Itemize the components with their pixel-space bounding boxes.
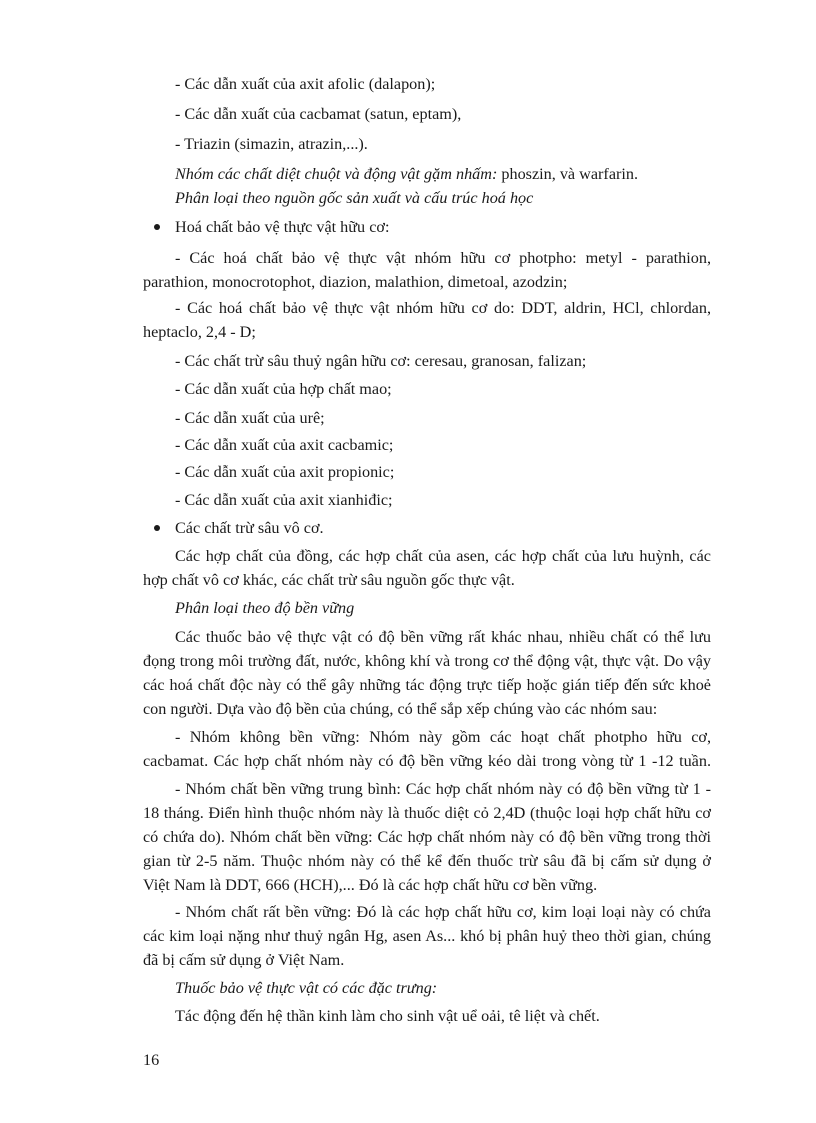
list-item: - Các dẫn xuất của axit xianhiđic; [175, 491, 393, 509]
paragraph-line: đã bị cấm sử dụng ở Việt Nam. [143, 951, 345, 969]
paragraph-line: Tác động đến hệ thần kinh làm cho sinh vật uể oải, tê liệt và chết. [175, 1007, 600, 1025]
list-item-triazin: - Triazin (simazin, atrazin,...). [175, 135, 368, 153]
paragraph-line: con người. Dựa vào độ bền của chúng, có thể sắp xếp chúng vào các nhóm sau: [143, 700, 658, 718]
paragraph-line: Các hợp chất của đồng, các hợp chất của asen, các hợp chất của lưu huỳnh, các [175, 547, 711, 565]
list-item: - Các dẫn xuất của axit cacbamic; [175, 436, 394, 454]
section-heading-origin: Phân loại theo nguồn gốc sản xuất và cấu trúc hoá học [175, 189, 534, 207]
list-item-cacbamat: - Các dẫn xuất của cacbamat (satun, eptam), [175, 105, 462, 123]
paragraph-line: hợp chất vô cơ khác, các chất trừ sâu nguồn gốc thực vật. [143, 571, 515, 589]
paragraph-line: cacbamat. Các hợp chất nhóm này có độ bền vững kéo dài trong vòng từ 1 -12 tuần. [143, 752, 711, 770]
rodenticide-list: phoszin, và warfarin. [497, 165, 639, 183]
paragraph-line: heptaclo, 2,4 - D; [143, 323, 256, 341]
rodenticide-line [175, 164, 711, 184]
list-item: - Các dẫn xuất của hợp chất mao; [175, 380, 392, 398]
bullet-organic: Hoá chất bảo vệ thực vật hữu cơ: [175, 218, 390, 236]
paragraph-line: - Nhóm không bền vững: Nhóm này gồm các hoạt chất photpho hữu cơ, [175, 728, 711, 746]
paragraph-line: có chứa do). Nhóm chất bền vững: Các hợp chất nhóm này có độ bền vững trong thời [143, 828, 711, 846]
page-number: 16 [143, 1051, 160, 1069]
section-heading-durability: Phân loại theo độ bền vững [175, 599, 355, 617]
paragraph-line: - Các hoá chất bảo vệ thực vật nhóm hữu cơ photpho: metyl - parathion, [175, 249, 711, 267]
paragraph-line: 18 tháng. Điển hình thuộc nhóm này là thuốc diệt cỏ 2,4D (thuộc loại hợp chất hữu cơ [143, 804, 711, 822]
bullet-icon [154, 525, 160, 531]
bullet-icon [154, 224, 160, 230]
bullet-inorganic: Các chất trừ sâu vô cơ. [175, 519, 324, 537]
paragraph-line: các kim loại nặng như thuỷ ngân Hg, asen As... khó bị phân huỷ theo thời gian, chúng [143, 927, 711, 945]
paragraph-line: parathion, monocrotophot, diazion, malathion, dimetoal, azodzin; [143, 273, 568, 291]
paragraph-line: gian từ 2-5 năm. Thuộc nhóm này có thể kể đến thuốc trừ sâu đã bị cấm sử dụng ở [143, 852, 711, 870]
paragraph-line: đọng trong môi trường đất, nước, không khí và trong cơ thể động vật, thực vật. Do vậy [143, 652, 711, 670]
paragraph-line: - Các hoá chất bảo vệ thực vật nhóm hữu cơ do: DDT, aldrin, HCl, chlordan, [175, 299, 711, 317]
list-item: - Các dẫn xuất của axit propionic; [175, 463, 395, 481]
paragraph-line: các hoá chất độc này có thể gây những tác động trực tiếp hoặc gián tiếp đến sức khoẻ [143, 676, 711, 694]
rodenticide-heading: Nhóm các chất diệt chuột và động vật gặm nhấm: [175, 165, 498, 183]
paragraph-line: - Nhóm chất bền vững trung bình: Các hợp chất nhóm này có độ bền vững từ 1 - [175, 780, 711, 798]
paragraph-line: - Nhóm chất rất bền vững: Đó là các hợp chất hữu cơ, kim loại loại này có chứa [175, 903, 711, 921]
list-item-afolic: - Các dẫn xuất của axit afolic (dalapon); [175, 75, 436, 93]
paragraph-line: Các thuốc bảo vệ thực vật có độ bền vững rất khác nhau, nhiều chất có thể lưu [175, 628, 711, 646]
section-heading-characteristics: Thuốc bảo vệ thực vật có các đặc trưng: [175, 979, 438, 997]
list-item: - Các chất trừ sâu thuỷ ngân hữu cơ: ceresau, granosan, falizan; [175, 352, 587, 370]
list-item: - Các dẫn xuất của urê; [175, 409, 325, 427]
paragraph-line: Việt Nam là DDT, 666 (HCH),... Đó là các hợp chất hữu cơ bền vững. [143, 876, 598, 894]
